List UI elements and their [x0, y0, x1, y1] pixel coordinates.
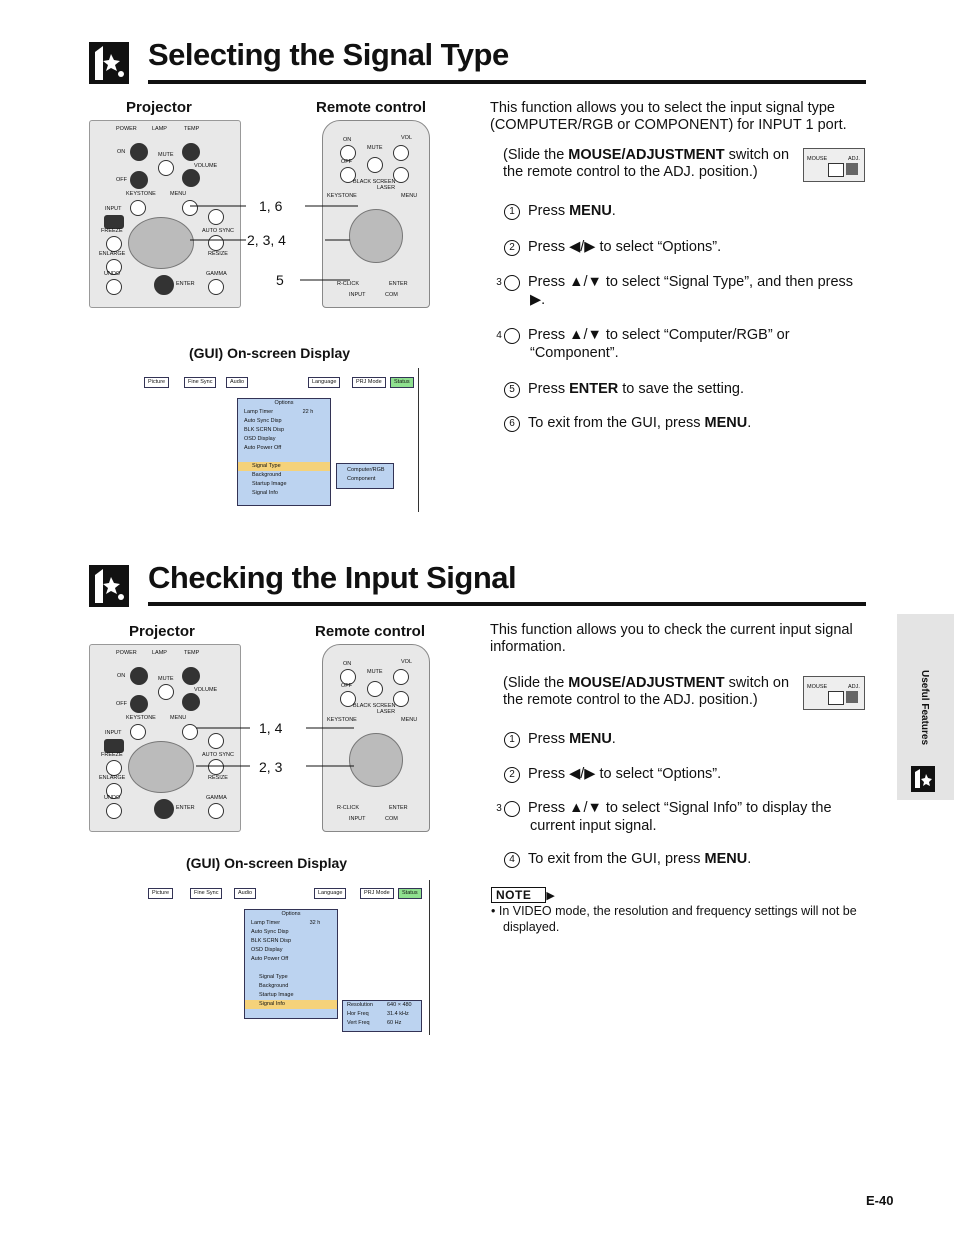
power-off-button[interactable] [130, 171, 148, 189]
remote-vol-label: VOL [401, 659, 413, 665]
tab-picture[interactable]: Picture [144, 377, 169, 388]
input-button[interactable] [104, 739, 124, 753]
undo-label: UNDO [104, 271, 121, 277]
note-badge [491, 886, 555, 904]
lamp-timer-value: 32 h [309, 920, 321, 926]
remote-keystone-label: KEYSTONE [327, 193, 357, 199]
menu-row-blank[interactable] [245, 964, 337, 973]
freeze-label: FREEZE [101, 228, 123, 234]
callout-2-3: 2, 3 [259, 759, 283, 775]
menu-row-signal-info[interactable]: Signal Info [245, 1000, 337, 1009]
remote-laser-label: LASER [377, 185, 396, 191]
info-resolution: Resolution 640 × 480 [347, 1002, 412, 1008]
resize-label: RESIZE [208, 775, 228, 781]
gui-screen [146, 880, 430, 1035]
remote-mute-label: MUTE [367, 669, 383, 675]
note-arrow-icon: ▶ [546, 890, 555, 902]
remote-vol-up-button[interactable] [393, 145, 409, 161]
signal-type-submenu [336, 463, 394, 489]
tab-fine-sync[interactable]: Fine Sync [184, 377, 216, 388]
tab-audio[interactable]: Audio [234, 888, 256, 899]
input-label: INPUT [105, 730, 122, 736]
enter-label: ENTER [176, 281, 195, 287]
off-label: OFF [116, 177, 127, 183]
info-vert-freq: Vert Freq 60 Hz [347, 1020, 402, 1026]
enter-button[interactable] [154, 799, 174, 819]
input-button[interactable] [104, 215, 124, 229]
off-label: OFF [116, 701, 127, 707]
menu-row-blank[interactable] [238, 453, 330, 462]
remote-menu-label: MENU [401, 717, 418, 723]
switch-knob [846, 691, 858, 703]
projector-label: Projector [126, 99, 192, 116]
gamma-label: GAMMA [206, 271, 227, 277]
menu-label: MENU [170, 191, 187, 197]
tab-prj-mode[interactable]: PRJ Mode [352, 377, 386, 388]
on-label: ON [117, 673, 126, 679]
remote-label: Remote control [316, 99, 427, 116]
remote-menu-label: MENU [401, 193, 418, 199]
keystone-label: KEYSTONE [126, 715, 156, 721]
menu-row-osd-display[interactable]: OSD Display [251, 947, 283, 953]
menu-row-signal-type[interactable]: Signal Type [259, 974, 288, 980]
switch-adj-label: ADJ. [848, 156, 860, 162]
submenu-component[interactable]: Component [347, 476, 376, 482]
section-icon [89, 42, 129, 84]
section2-step-1: 1 Press MENU. [504, 730, 866, 748]
lamp-label: LAMP [152, 650, 167, 656]
remote-on-label: ON [343, 137, 352, 143]
callout-5: 5 [276, 272, 284, 288]
lamp-label: LAMP [152, 126, 167, 132]
power-on-button[interactable] [130, 143, 148, 161]
remote-vol-up-button[interactable] [393, 669, 409, 685]
callout-1-6: 1, 6 [259, 198, 283, 214]
note-text: • In VIDEO mode, the resolution and frequency settings will not be displayed. [491, 904, 857, 934]
volume-up-button[interactable] [182, 143, 200, 161]
section2-step-3: 3 Press ▲/▼ to select “Signal Info” to display the current input signal. [496, 800, 832, 834]
menu-row-lamp-timer[interactable]: Lamp Timer 22 h [244, 409, 314, 415]
volume-label: VOLUME [194, 687, 218, 693]
remote-vol-label: VOL [401, 135, 413, 141]
mute-button[interactable] [158, 684, 174, 700]
section-icon [89, 565, 129, 607]
menu-row-lamp-timer[interactable]: Lamp Timer 32 h [251, 920, 321, 926]
input-label: INPUT [105, 206, 122, 212]
section2-switch-note: (Slide the MOUSE/ADJUSTMENT switch on the remote control to the ADJ. position.) [503, 675, 790, 708]
on-label: ON [117, 149, 126, 155]
switch-slider[interactable] [828, 691, 844, 705]
remote-off-label: OFF [341, 683, 352, 689]
keystone-label: KEYSTONE [126, 191, 156, 197]
keystone-button[interactable] [130, 200, 146, 216]
gui-screen [138, 368, 419, 512]
enter-button[interactable] [154, 275, 174, 295]
power-label: POWER [116, 650, 137, 656]
switch-mouse-label: MOUSE [807, 156, 828, 162]
power-label: POWER [116, 126, 137, 132]
gamma-button[interactable] [208, 803, 224, 819]
section1-switch-note: (Slide the MOUSE/ADJUSTMENT switch on the remote control to the ADJ. position.) [503, 147, 790, 180]
info-hor-freq: Hor Freq 31.4 kHz [347, 1011, 409, 1017]
remote-input-label: INPUT [349, 816, 366, 822]
remote-mute-button[interactable] [367, 681, 383, 697]
options-menu [244, 909, 338, 1019]
menu-row-auto-power-off[interactable]: Auto Power Off [251, 956, 289, 962]
section1-step-6: 6 To exit from the GUI, press MENU. [504, 414, 866, 432]
direction-pad[interactable] [128, 741, 194, 793]
gui-label: (GUI) On-screen Display [186, 855, 348, 871]
side-tab [897, 614, 954, 800]
volume-down-button[interactable] [182, 169, 200, 187]
menu-row-osd-display[interactable]: OSD Display [244, 436, 276, 442]
undo-button[interactable] [106, 279, 122, 295]
resize-label: RESIZE [208, 251, 228, 257]
menu-row-auto-sync-disp[interactable]: Auto Sync Disp [244, 418, 282, 424]
direction-pad[interactable] [128, 217, 194, 269]
page-number: E-40 [866, 1193, 894, 1208]
submenu-computer-rgb[interactable]: Computer/RGB [347, 467, 385, 473]
gamma-label: GAMMA [206, 795, 227, 801]
remote-mute-button[interactable] [367, 157, 383, 173]
tab-language[interactable]: Language [308, 377, 340, 388]
switch-adj-label: ADJ. [848, 684, 860, 690]
freeze-label: FREEZE [101, 752, 123, 758]
section1-step-3: 3 Press ▲/▼ to select “Signal Type”, and then press ▶. [496, 274, 854, 308]
switch-knob [846, 163, 858, 175]
enlarge-label: ENLARGE [99, 775, 126, 781]
keystone-button[interactable] [130, 724, 146, 740]
projector-label: Projector [129, 623, 195, 640]
tab-prj-mode[interactable]: PRJ Mode [360, 888, 394, 899]
section2-intro: This function allows you to check the current input signal information. [490, 622, 853, 655]
mute-button[interactable] [158, 160, 174, 176]
enter-label: ENTER [176, 805, 195, 811]
remote-com-label: COM [385, 816, 398, 822]
menu-row-startup-image[interactable]: Startup Image [259, 992, 294, 998]
remote-enter-label: ENTER [389, 281, 408, 287]
section1-rule [148, 80, 866, 84]
temp-label: TEMP [184, 650, 200, 656]
menu-row-blk-scrn-disp[interactable]: BLK SCRN Disp [244, 427, 285, 433]
enlarge-label: ENLARGE [99, 251, 126, 257]
callout-2-3-4: 2, 3, 4 [247, 232, 286, 248]
power-off-button[interactable] [130, 695, 148, 713]
tab-status[interactable]: Status [398, 888, 422, 899]
power-on-button[interactable] [130, 667, 148, 685]
mouse-adj-switch[interactable] [803, 676, 865, 710]
freeze-button[interactable] [106, 236, 122, 252]
mute-label: MUTE [158, 152, 174, 158]
section1-intro: This function allows you to select the input signal type (COMPUTER/RGB or COMPONENT) for INPUT 1 port. [490, 100, 847, 133]
auto-sync-label: AUTO SYNC [202, 752, 234, 758]
side-tab-icon [911, 766, 935, 792]
section1-step-1: 1 Press MENU. [504, 202, 866, 220]
tab-picture[interactable]: Picture [148, 888, 173, 899]
remote-label: Remote control [315, 623, 426, 640]
remote-black-screen-label: BLACK SCREEN [353, 703, 396, 709]
remote-r-click-label: R-CLICK [337, 805, 360, 811]
switch-mouse-label: MOUSE [807, 684, 828, 690]
mouse-adj-switch[interactable] [803, 148, 865, 182]
signal-info-panel [342, 1000, 422, 1032]
menu-row-blk-scrn-disp[interactable]: BLK SCRN Disp [251, 938, 292, 944]
callout-1-4: 1, 4 [259, 720, 283, 736]
undo-button[interactable] [106, 803, 122, 819]
menu-row-signal-info[interactable]: Signal Info [252, 490, 278, 496]
menu-row-auto-power-off[interactable]: Auto Power Off [244, 445, 282, 451]
menu-row-startup-image[interactable]: Startup Image [252, 481, 287, 487]
remote-keystone-label: KEYSTONE [327, 717, 357, 723]
options-menu [237, 398, 331, 506]
temp-label: TEMP [184, 126, 200, 132]
freeze-button[interactable] [106, 760, 122, 776]
section1-step-4: 4 Press ▲/▼ to select “Computer/RGB” or “Component”. [496, 327, 790, 361]
lamp-timer-value: 22 h [302, 409, 314, 415]
section2-rule [148, 602, 866, 606]
remote-input-label: INPUT [349, 292, 366, 298]
section2-step-2: 2 Press ◀/▶ to select “Options”. [504, 765, 866, 783]
tab-language[interactable]: Language [314, 888, 346, 899]
auto-sync-label: AUTO SYNC [202, 228, 234, 234]
remote-com-label: COM [385, 292, 398, 298]
tab-fine-sync[interactable]: Fine Sync [190, 888, 222, 899]
menu-row-background[interactable]: Background [252, 472, 282, 478]
remote-direction-pad[interactable] [349, 733, 403, 787]
note-label: NOTE [491, 887, 546, 903]
undo-label: UNDO [104, 795, 121, 801]
remote-r-click-label: R-CLICK [337, 281, 360, 287]
menu-label: MENU [170, 715, 187, 721]
section2-step-4: 4 To exit from the GUI, press MENU. [504, 850, 866, 868]
options-title: Options [281, 911, 301, 917]
remote-laser-label: LASER [377, 709, 396, 715]
remote-black-screen-label: BLACK SCREEN [353, 179, 396, 185]
tab-status[interactable]: Status [390, 377, 414, 388]
menu-row-signal-type[interactable]: Signal Type [238, 462, 330, 471]
section1-step-2: 2 Press ◀/▶ to select “Options”. [504, 238, 866, 256]
remote-off-label: OFF [341, 159, 352, 165]
remote-mute-label: MUTE [367, 145, 383, 151]
section1-title: Selecting the Signal Type [148, 37, 509, 72]
section1-step-5: 5 Press ENTER to save the setting. [504, 380, 866, 398]
volume-label: VOLUME [194, 163, 218, 169]
remote-enter-label: ENTER [389, 805, 408, 811]
menu-row-auto-sync-disp[interactable]: Auto Sync Disp [251, 929, 289, 935]
options-title: Options [274, 400, 294, 406]
volume-up-button[interactable] [182, 667, 200, 685]
remote-on-label: ON [343, 661, 352, 667]
gui-label: (GUI) On-screen Display [189, 345, 351, 361]
side-tab-label: Useful Features [919, 670, 930, 746]
volume-down-button[interactable] [182, 693, 200, 711]
mute-label: MUTE [158, 676, 174, 682]
menu-row-background[interactable]: Background [259, 983, 289, 989]
tab-audio[interactable]: Audio [226, 377, 248, 388]
switch-slider[interactable] [828, 163, 844, 177]
section2-title: Checking the Input Signal [148, 560, 517, 595]
